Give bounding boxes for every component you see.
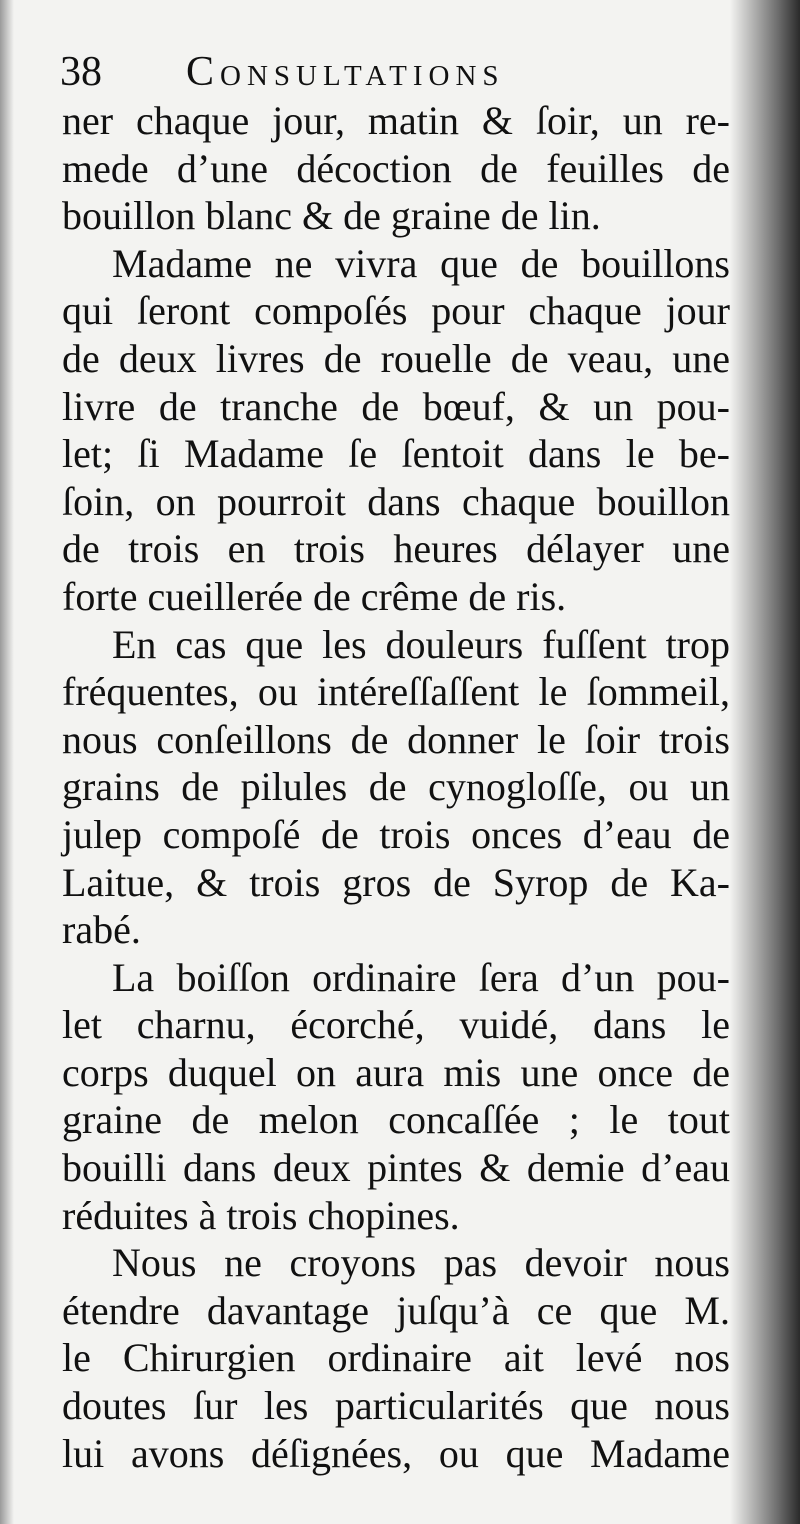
text-line: corps duquel on aura mis une once de [62,1049,730,1095]
text-line: ſoin, on pourroit dans chaque bouillon [62,478,730,524]
text-line: graine de melon concaſſée ; le tout [62,1097,730,1143]
text-line: let charnu, écorché, vuidé, dans le [62,1002,730,1048]
text-line: En cas que les douleurs fuſſent trop [112,621,730,667]
text-line: de trois en trois heures délayer une [62,526,730,572]
text-line: grains de pilules de cynogloſſe, ou un [62,764,730,810]
text-line: Nous ne croyons pas devoir nous [112,1240,730,1286]
text-line: qui ſeront compoſés pour chaque jour [62,288,730,334]
text-line: julep compoſé de trois onces d’eau de [62,811,730,857]
text-line: rabé. [62,907,141,953]
text-line: Madame ne vivra que de bouillons [112,240,730,286]
text-line: livre de tranche de bœuf, & un pou- [62,383,730,429]
text-line: nous conſeillons de donner le ſoir trois [62,716,730,762]
text-line: ner chaque jour, matin & ſoir, un re- [62,98,730,143]
text-line: La boiſſon ordinaire ſera d’un pou- [112,954,730,1000]
text-line: bouillon blanc & de graine de lin. [62,193,601,239]
page-header [60,40,760,100]
text-line: le Chirurgien ordinaire ait levé nos [62,1335,730,1381]
text-line: Laitue, & trois gros de Syrop de Ka- [62,859,730,905]
text-line: doutes ſur les particularités que nous [62,1383,730,1429]
running-head: Consultations [186,49,505,95]
body-text [62,97,730,1477]
text-line: mede d’une décoction de feuilles de [62,145,730,191]
text-line: étendre davantage juſqu’à ce que M. [62,1287,730,1333]
text-line: fréquentes, ou intéreſſaſſent le ſommeil, [62,669,730,715]
text-line: bouilli dans deux pintes & demie d’eau [62,1145,730,1191]
text-line: forte cueillerée de crême de ris. [62,573,567,619]
text-line: lui avons déſignées, ou que Madame [62,1430,730,1476]
page-number: 38 [60,49,102,95]
text-line: let; ſi Madame ſe ſentoit dans le be- [62,431,730,477]
text-line: de deux livres de rouelle de veau, une [62,335,730,381]
text-line: réduites à trois chopines. [62,1192,460,1238]
